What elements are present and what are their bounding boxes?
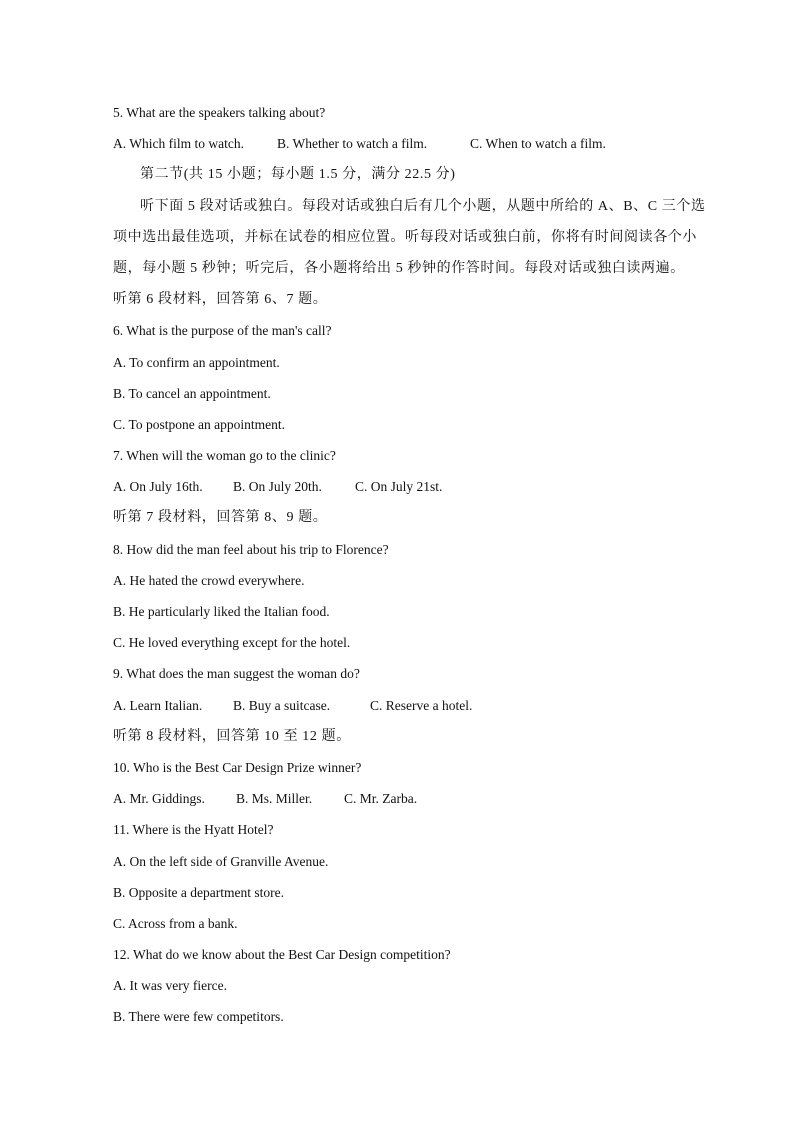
option-c: C. Reserve a hotel.	[370, 697, 473, 713]
option-c: C. Mr. Zarba.	[344, 791, 418, 807]
question-9: 9. What does the man suggest the woman do?	[113, 666, 360, 682]
option-a: A. On July 16th.	[113, 479, 203, 495]
question-6: 6. What is the purpose of the man's call?	[113, 323, 332, 339]
question-11-option-a: A. On the left side of Granville Avenue.	[113, 853, 329, 869]
option-a: A. Which film to watch.	[113, 136, 244, 152]
question-10-options	[113, 783, 693, 814]
material-7-heading: 听第 7 段材料，回答第 8、9 题。	[113, 510, 328, 526]
question-10: 10. Who is the Best Car Design Prize winner?	[113, 759, 362, 775]
option-a: A. Mr. Giddings.	[113, 791, 205, 807]
question-12-option-a: A. It was very fierce.	[113, 978, 227, 994]
question-7: 7. When will the woman go to the clinic?	[113, 448, 336, 464]
question-8: 8. How did the man feel about his trip to Florence?	[113, 541, 389, 557]
question-8-option-b: B. He particularly liked the Italian food.	[113, 604, 330, 619]
question-8-option-c: C. He loved everything except for the hotel.	[113, 635, 351, 651]
question-6-option-a: A. To confirm an appointment.	[113, 354, 280, 370]
option-c: C. On July 21st.	[355, 479, 443, 495]
option-a: A. Learn Italian.	[113, 697, 203, 713]
option-b: B. Whether to watch a film.	[277, 136, 428, 152]
exam-page	[113, 97, 706, 1033]
question-6-option-c: C. To postpone an appointment.	[113, 416, 286, 432]
question-5-options	[113, 128, 693, 159]
option-c: C. When to watch a film.	[470, 136, 606, 152]
question-11-option-b: B. Opposite a department store.	[113, 884, 284, 900]
section-2-title: 第二节(共 15 小题；每小题 1.5 分，满分 22.5 分)	[140, 167, 456, 183]
question-11: 11. Where is the Hyatt Hotel?	[113, 822, 274, 838]
option-b: B. Buy a suitcase.	[233, 697, 331, 713]
section-2-instructions-line-1: 听下面 5 段对话或独白。每段对话或独白后有几个小题，从题中所给的 A、B、C 三个选	[140, 198, 706, 214]
question-8-option-a: A. He hated the crowd everywhere.	[113, 572, 305, 588]
option-b: B. On July 20th.	[233, 479, 322, 495]
question-5: 5. What are the speakers talking about?	[113, 105, 326, 120]
option-b: B. Ms. Miller.	[236, 791, 313, 807]
question-12-option-b: B. There were few competitors.	[113, 1009, 284, 1025]
question-11-option-c: C. Across from a bank.	[113, 915, 238, 931]
section-2-instructions-line-3: 题，每小题 5 秒钟；听完后，各小题将给出 5 秒钟的作答时间。每段对话或独白读两遍。	[113, 260, 685, 276]
question-6-option-b: B. To cancel an appointment.	[113, 385, 271, 401]
question-9-options	[113, 690, 693, 721]
material-8-heading: 听第 8 段材料，回答第 10 至 12 题。	[113, 728, 351, 744]
question-12: 12. What do we know about the Best Car Design competition?	[113, 947, 451, 963]
material-6-heading: 听第 6 段材料，回答第 6、7 题。	[113, 292, 328, 308]
question-7-options	[113, 471, 693, 502]
section-2-instructions-line-2: 项中选出最佳选项，并标在试卷的相应位置。听每段对话或独白前，你将有时间阅读各个小	[113, 229, 697, 245]
